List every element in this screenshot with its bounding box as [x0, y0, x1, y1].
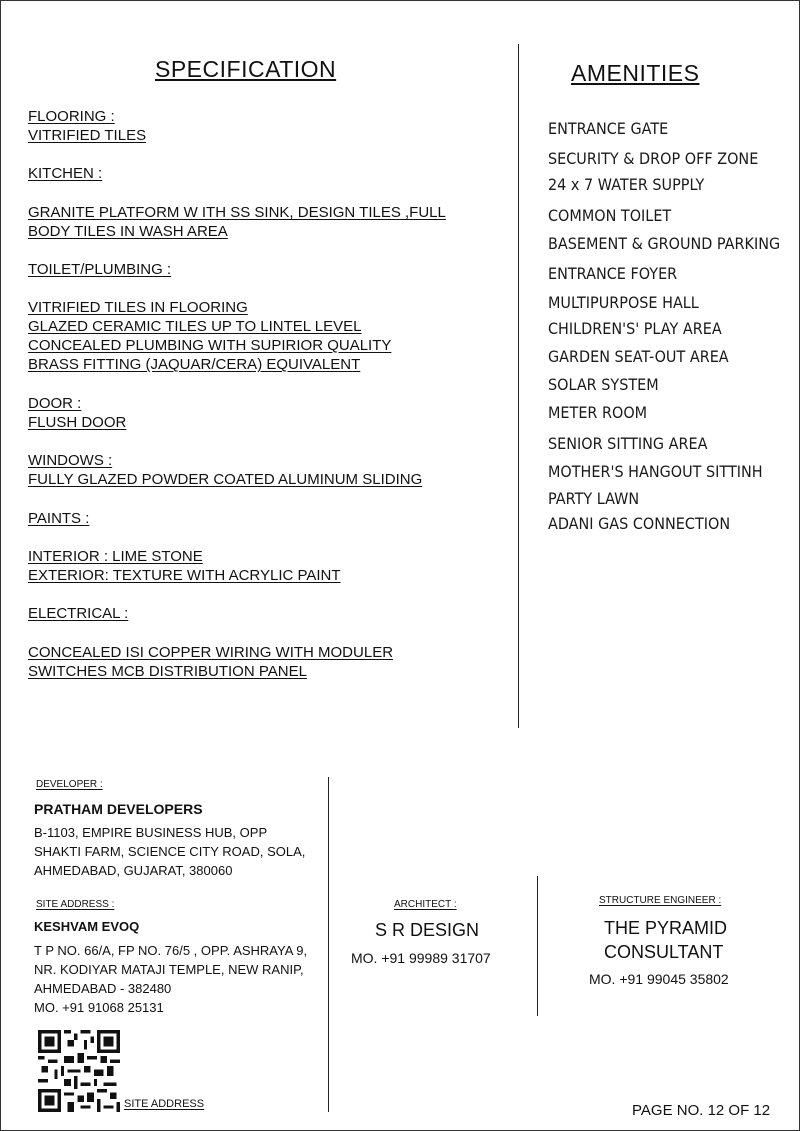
column-divider — [518, 44, 519, 728]
amenity-item: GARDEN SEAT-OUT AREA — [548, 347, 729, 366]
spec-line: FULLY GLAZED POWDER COATED ALUMINUM SLIDING — [28, 471, 423, 488]
amenity-item: BASEMENT & GROUND PARKING — [548, 234, 781, 253]
architect-mobile: MO. +91 99989 31707 — [351, 950, 491, 966]
spec-line: GRANITE PLATFORM W ITH SS SINK, DESIGN TILES ,FULL — [28, 204, 446, 221]
amenity-item: SOLAR SYSTEM — [548, 375, 659, 394]
amenity-item: MOTHER'S HANGOUT SITTINH — [548, 462, 763, 481]
structure-engineer-mobile: MO. +91 99045 35802 — [589, 971, 729, 987]
qr-caption: SITE ADDRESS — [124, 1098, 205, 1110]
spec-line: VITRIFIED TILES IN FLOORING — [28, 299, 248, 316]
amenity-item: SENIOR SITTING AREA — [548, 434, 708, 453]
architect-label: ARCHITECT : — [394, 899, 457, 910]
spec-line: EXTERIOR: TEXTURE WITH ACRYLIC PAINT — [28, 567, 341, 584]
site-mobile: MO. +91 91068 25131 — [34, 1000, 164, 1015]
spec-line: BODY TILES IN WASH AREA — [28, 223, 228, 240]
site-address-label: SITE ADDRESS : — [36, 899, 115, 910]
footer-divider — [328, 777, 329, 1112]
amenity-item: COMMON TOILET — [548, 206, 672, 225]
developer-name: PRATHAM DEVELOPERS — [34, 801, 203, 817]
site-name: KESHVAM EVOQ — [34, 919, 140, 934]
amenity-item: ADANI GAS CONNECTION — [548, 514, 731, 533]
spec-line: BRASS FITTING (JAQUAR/CERA) EQUIVALENT — [28, 356, 361, 373]
qr-code-icon — [38, 1030, 120, 1112]
site-address-line: AHMEDABAD - 382480 — [34, 981, 172, 996]
spec-line: CONCEALED PLUMBING WITH SUPIRIOR QUALITY — [28, 337, 392, 354]
amenity-item: SECURITY & DROP OFF ZONE — [548, 149, 759, 168]
amenity-item: METER ROOM — [548, 403, 648, 422]
spec-line: FLOORING : — [28, 108, 115, 125]
spec-line: VITRIFIED TILES — [28, 127, 147, 144]
page-number: PAGE NO. 12 OF 12 — [632, 1102, 771, 1119]
amenity-item: CHILDREN'S' PLAY AREA — [548, 319, 722, 338]
spec-line: CONCEALED ISI COPPER WIRING WITH MODULER — [28, 644, 394, 661]
spec-line: PAINTS : — [28, 510, 90, 527]
developer-address-line: B-1103, EMPIRE BUSINESS HUB, OPP — [34, 825, 268, 840]
developer-address-line: SHAKTI FARM, SCIENCE CITY ROAD, SOLA, — [34, 844, 306, 859]
amenities-title: AMENITIES — [571, 60, 700, 86]
amenity-item: PARTY LAWN — [548, 489, 640, 508]
spec-line: FLUSH DOOR — [28, 414, 127, 431]
structure-engineer-name: CONSULTANT — [604, 942, 724, 962]
specification-title: SPECIFICATION — [155, 56, 337, 82]
developer-address-line: AHMEDABAD, GUJARAT, 380060 — [34, 863, 233, 878]
amenity-item: MULTIPURPOSE HALL — [548, 293, 699, 312]
spec-line: GLAZED CERAMIC TILES UP TO LINTEL LEVEL — [28, 318, 362, 335]
site-address-line: T P NO. 66/A, FP NO. 76/5 , OPP. ASHRAYA 9, — [34, 943, 308, 958]
spec-line: WINDOWS : — [28, 452, 113, 469]
spec-line: TOILET/PLUMBING : — [28, 261, 172, 278]
spec-line: DOOR : — [28, 395, 82, 412]
spec-line: KITCHEN : — [28, 165, 103, 182]
amenity-item: ENTRANCE FOYER — [548, 264, 678, 283]
structure-engineer-label: STRUCTURE ENGINEER : — [599, 895, 722, 906]
footer-divider — [537, 876, 538, 1016]
spec-line: SWITCHES MCB DISTRIBUTION PANEL — [28, 663, 307, 680]
structure-engineer-name: THE PYRAMID — [604, 918, 728, 938]
site-address-line: NR. KODIYAR MATAJI TEMPLE, NEW RANIP, — [34, 962, 304, 977]
spec-line: INTERIOR : LIME STONE — [28, 548, 203, 565]
amenity-item: 24 x 7 WATER SUPPLY — [548, 175, 705, 194]
amenity-item: ENTRANCE GATE — [548, 119, 669, 138]
developer-label: DEVELOPER : — [36, 779, 103, 790]
architect-name: S R DESIGN — [375, 920, 480, 940]
spec-line: ELECTRICAL : — [28, 605, 129, 622]
